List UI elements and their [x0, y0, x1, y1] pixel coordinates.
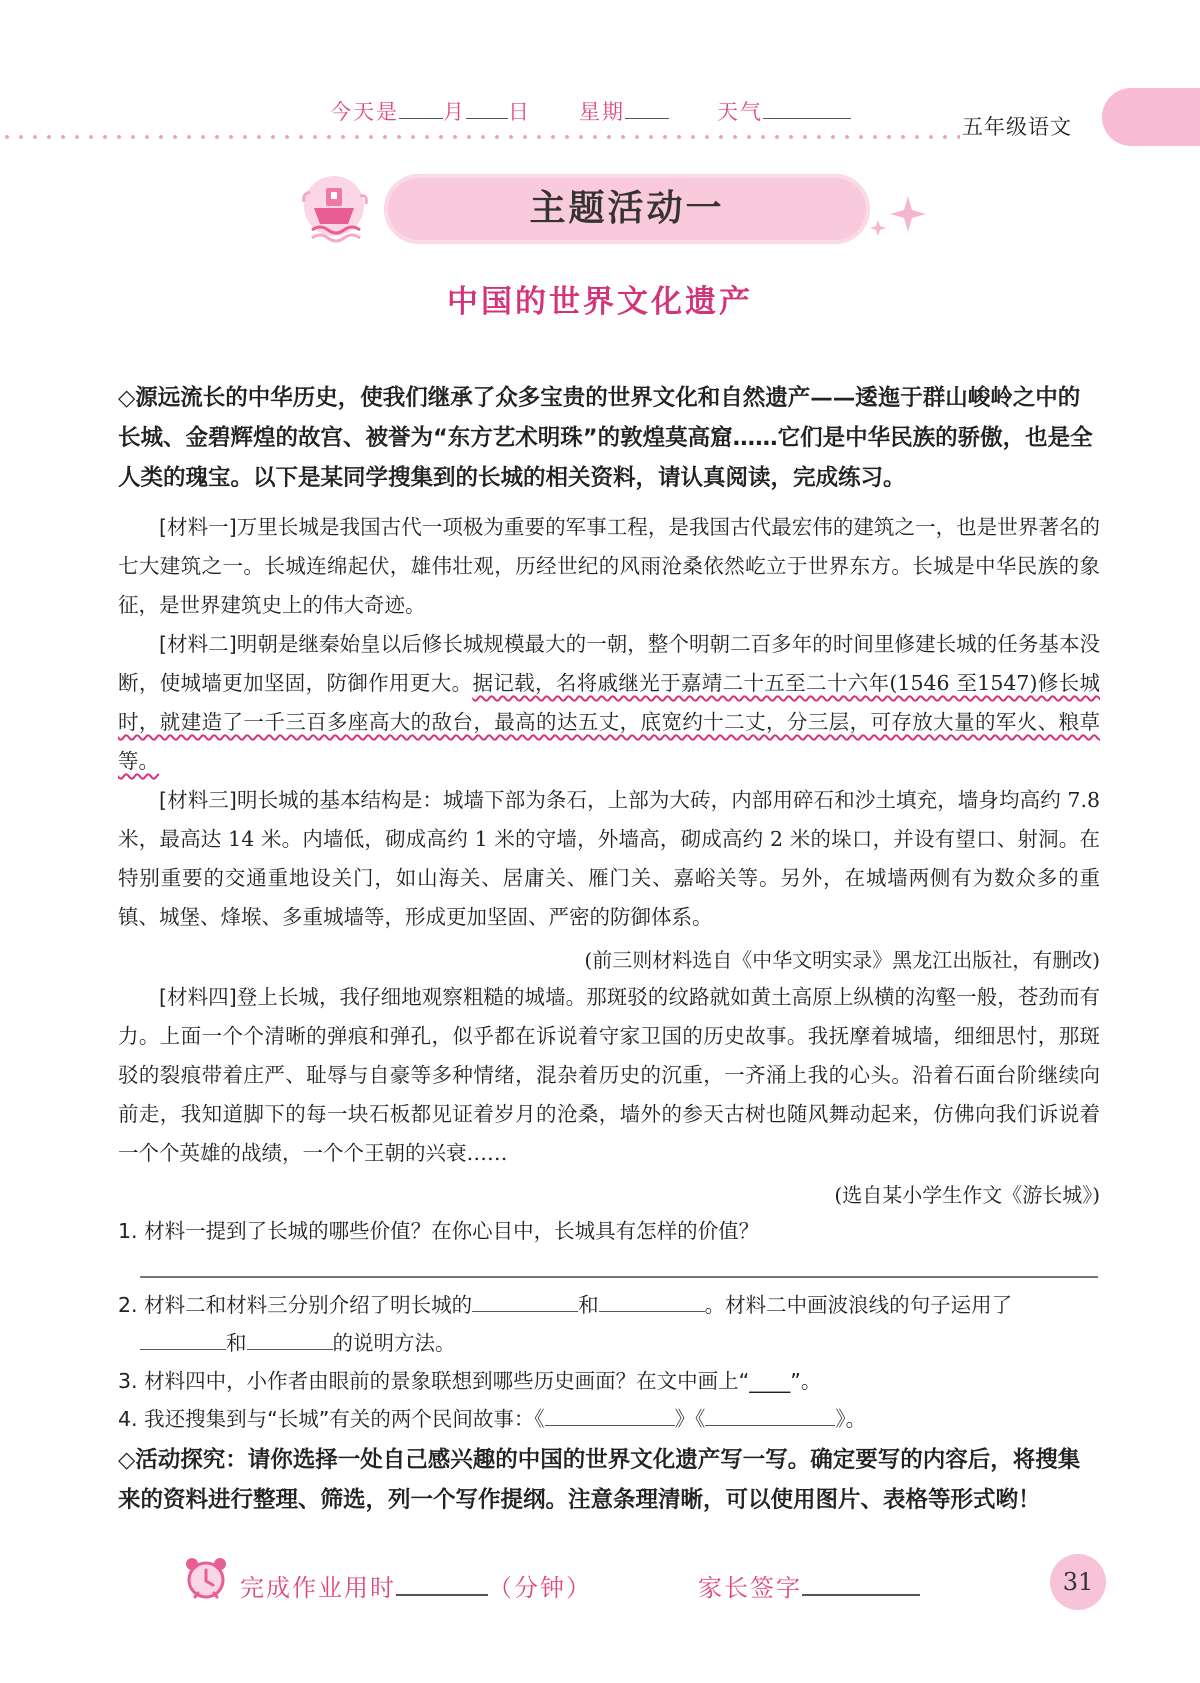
q2-blank-1[interactable]	[472, 1291, 578, 1312]
q2-blank-2[interactable]	[599, 1291, 705, 1312]
materials-block	[118, 508, 1100, 937]
activity-block	[118, 1440, 1100, 1520]
question-3: 3. 材料四中，小作者由眼前的景象联想到哪些历史画面？在文中画上“____”。	[118, 1369, 822, 1393]
questions-block	[118, 1286, 1100, 1438]
parent-signature	[698, 1568, 920, 1603]
date-weather-header	[330, 96, 851, 126]
ship-icon	[292, 166, 376, 250]
material-2	[118, 625, 1100, 781]
q2-blank-3[interactable]	[140, 1329, 226, 1350]
q4-blank-1[interactable]	[545, 1405, 675, 1426]
material-2-text: 明朝是继秦始皇以后修长城规模最大的一朝，整个明朝二百多年的时间里修建长城的任务基本没断，使城墙更加坚固，防御作用更大。	[118, 632, 1100, 695]
weather-label: 天气	[717, 100, 763, 124]
dotted-divider	[0, 134, 960, 140]
page-number: 31	[1050, 1554, 1106, 1610]
material-4-block	[118, 978, 1100, 1173]
intro-text: ◇源远流长的中华历史，使我们继承了众多宝贵的世界文化和自然遗产——逶迤于群山峻岭之中的长城、金碧辉煌的故宫、被誉为“东方艺术明珠”的敦煌莫高窟……它们是中华民族的骄傲，也是全人类的瑰宝。以下是某同学搜集到的长城的相关资料，请认真阅读，完成练习。	[118, 385, 1093, 491]
question-2-text-a: 2. 材料二和材料三分别介绍了明长城的	[118, 1293, 473, 1317]
parent-label: 家长签字	[698, 1574, 802, 1602]
material-1-text: 万里长城是我国古代一项极为重要的军事工程，是我国古代最宏伟的建筑之一，也是世界著名的七大建筑之一。长城连绵起伏，雄伟壮观，历经世纪的风雨沧桑依然屹立于世界东方。长城是中华民族的象征，是世界建筑史上的伟大奇迹。	[118, 515, 1100, 617]
day-label: 日	[508, 100, 531, 124]
intro-paragraph	[118, 378, 1100, 498]
question-2	[118, 1286, 1100, 1324]
answer-line-q1[interactable]	[140, 1276, 1098, 1278]
question-2-text-e: 的说明方法。	[332, 1331, 456, 1355]
activity-text: ◇活动探究：请你选择一处自己感兴趣的中国的世界文化遗产写一写。确定要写的内容后，将搜集来的资料进行整理、筛选，列一个写作提纲。注意条理清晰，可以使用图片、表格等形式哟！	[118, 1447, 1081, 1513]
weather-blank[interactable]	[763, 100, 851, 119]
question-2-text-b: 和	[578, 1293, 599, 1317]
page-tab	[1102, 88, 1200, 146]
time-blank[interactable]	[396, 1572, 488, 1596]
question-2-text-c: 。材料二中画波浪线的句子运用了	[704, 1293, 1013, 1317]
question-4-text-b: 》《	[674, 1407, 706, 1431]
source-note-2: (选自某小学生作文《游长城》)	[834, 1183, 1100, 1207]
page-title: 主题活动一	[529, 188, 725, 229]
grade-label: 五年级语文	[962, 115, 1072, 139]
source-note-1: (前三则材料选自《中华文明实录》黑龙江出版社，有删改)	[584, 948, 1100, 972]
material-1	[118, 508, 1100, 625]
material-3-text: 明长城的基本结构是：城墙下部为条石，上部为大砖，内部用碎石和沙土填充，墙身均高约 7.8 米，最高达 14 米。内墙低，砌成高约 1 米的守墙，外墙高，砌成高约 2 米的垛口，并设有望口、射洞。在特别重要的交通重地设关门，如山海关、居庸关、雁门关、嘉峪关等。另外，在城墙两侧有为数众多的重镇、城堡、烽堠、多重城墙等，形成更加坚固、严密的防御体系。	[118, 788, 1101, 929]
question-4	[118, 1400, 1100, 1438]
question-4-text-a: 4. 我还搜集到与“长城”有关的两个民间故事：《	[118, 1407, 545, 1431]
question-1-text: 1. 材料一提到了长城的哪些价值？在你心目中，长城具有怎样的价值？	[118, 1219, 760, 1243]
material-1-label: [材料一]	[159, 515, 237, 539]
day-blank[interactable]	[466, 100, 508, 119]
question-1	[118, 1212, 1100, 1250]
q4-blank-2[interactable]	[705, 1405, 835, 1426]
month-blank[interactable]	[399, 100, 443, 119]
material-2-wavy-sentence: 据记载，名将戚继光于嘉靖二十五至二十六年(1546 至1547)修长城时，就建造了一千三百多座高大的敌台，最高的达五丈，底宽约十二丈，分三层，可存放大量的军火、粮草等。	[118, 671, 1101, 773]
material-4-label: [材料四]	[159, 985, 237, 1009]
today-label: 今天是	[330, 100, 399, 124]
question-4-text-c: 》。	[835, 1407, 867, 1431]
alarm-clock-icon	[182, 1554, 230, 1602]
material-2-label: [材料二]	[159, 632, 237, 656]
week-label: 星期	[579, 100, 625, 124]
time-label: 完成作业用时	[240, 1574, 396, 1602]
minutes-label: （分钟）	[488, 1574, 592, 1602]
signature-blank[interactable]	[802, 1572, 920, 1596]
homework-time	[240, 1568, 592, 1603]
q2-blank-4[interactable]	[247, 1329, 333, 1350]
question-2-line-2	[118, 1324, 1100, 1362]
material-3-label: [材料三]	[159, 788, 237, 812]
week-blank[interactable]	[625, 100, 669, 119]
material-4-text: 登上长城，我仔细地观察粗糙的城墙。那斑驳的纹路就如黄土高原上纵横的沟壑一般，苍劲而有力。上面一个个清晰的弹痕和弹孔，似乎都在诉说着守家卫国的历史故事。我抚摩着城墙，细细思忖，那斑驳的裂痕带着庄严、耻辱与自豪等多种情绪，混杂着历史的沉重，一齐涌上我的心头。沿着石面台阶继续向前走，我知道脚下的每一块石板都见证着岁月的沧桑，墙外的参天古树也随风舞动起来，仿佛向我们诉说着一个个英雄的战绩，一个个王朝的兴衰……	[118, 985, 1100, 1165]
sparkle-icon	[868, 192, 928, 242]
subtitle: 中国的世界文化遗产	[447, 284, 753, 320]
question-2-text-d: 和	[226, 1331, 247, 1355]
month-label: 月	[443, 100, 466, 124]
material-3	[118, 781, 1100, 937]
material-4	[118, 978, 1100, 1173]
